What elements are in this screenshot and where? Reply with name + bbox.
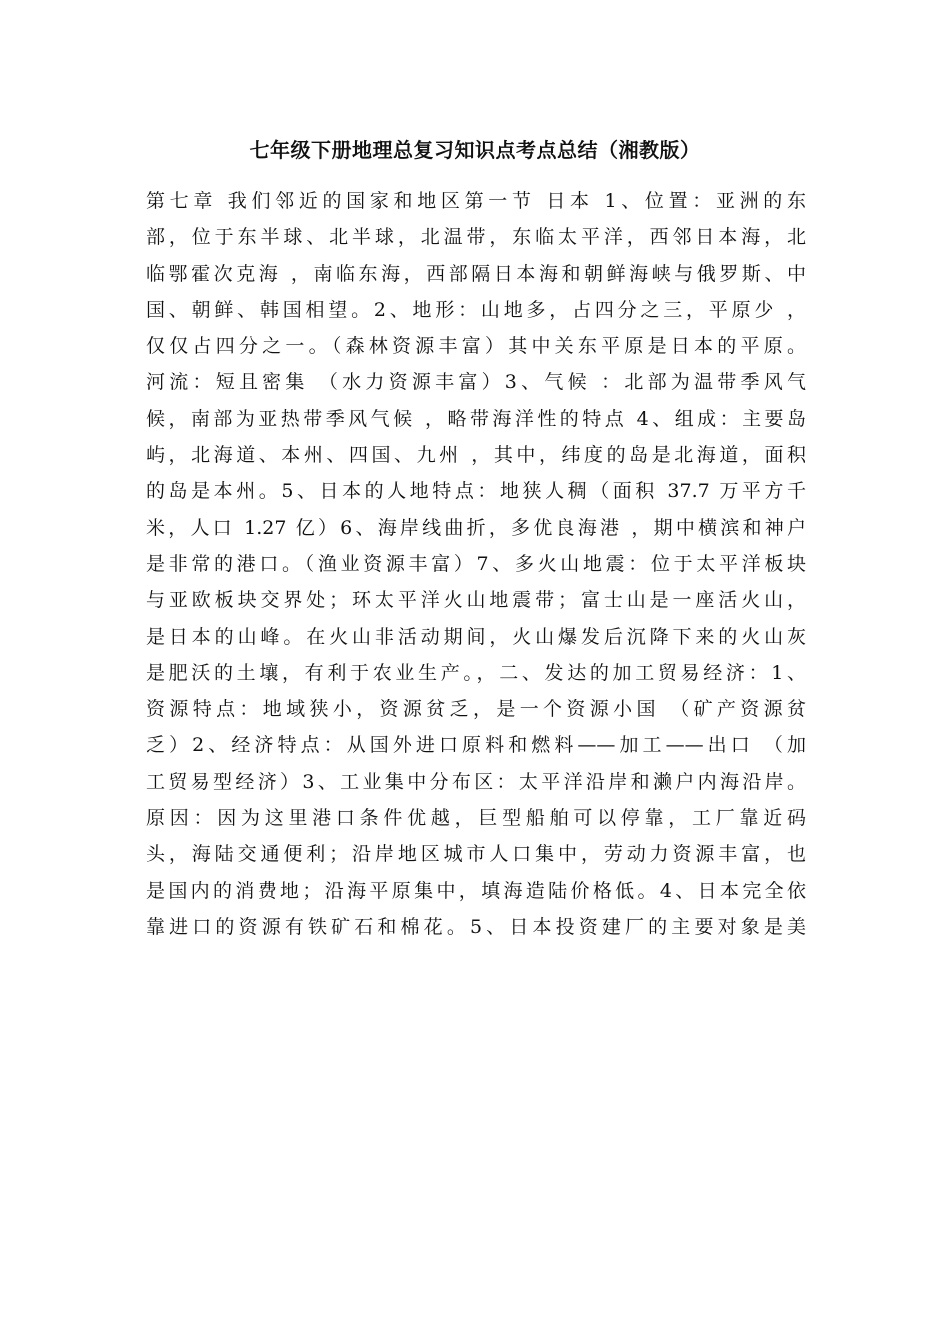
body-line: 头，海陆交通便利；沿岸地区城市人口集中，劳动力资源丰富，也 (146, 843, 806, 866)
body-line: 第七章 我们邻近的国家和地区第一节 日本 1、位置：亚洲的东 (146, 190, 806, 212)
body-line: 靠进口的资源有铁矿石和棉花。5、日本投资建厂的主要对象是美 (146, 915, 806, 938)
body-line: 是国内的消费地；沿海平原集中，填海造陆价格低。4、日本完全依 (146, 879, 806, 902)
body-line: 国、朝鲜、韩国相望。2、地形：山地多，占四分之三，平原少 ， (146, 298, 806, 321)
body-line: 的岛是本州。5、日本的人地特点：地狭人稠（面积 37.7 万平方千 (146, 480, 806, 503)
body-line: 乏）2、经济特点：从国外进口原料和燃料——加工——出口 （加 (146, 734, 806, 757)
document-title: 七年级下册地理总复习知识点考点总结（湘教版） (249, 138, 701, 162)
body-line: 是日本的山峰。在火山非活动期间，火山爆发后沉降下来的火山灰 (146, 625, 806, 648)
body-line: 仅仅占四分之一。（森林资源丰富）其中关东平原是日本的平原。 (146, 335, 806, 358)
body-line: 部，位于东半球、北半球，北温带，东临太平洋，西邻日本海，北 (146, 226, 806, 249)
body-line: 原因：因为这里港口条件优越，巨型船舶可以停靠，工厂靠近码 (146, 807, 806, 830)
body-line: 米，人口 1.27 亿）6、海岸线曲折，多优良海港 ，期中横滨和神户 (146, 516, 806, 539)
body-line: 与亚欧板块交界处；环太平洋火山地震带；富士山是一座活火山， (146, 589, 806, 612)
body-line: 是非常的港口。（渔业资源丰富）7、多火山地震：位于太平洋板块 (146, 552, 806, 575)
body-line: 临鄂霍次克海 ，南临东海，西部隔日本海和朝鲜海峡与俄罗斯、中 (146, 262, 806, 285)
body-line: 资源特点：地域狭小，资源贫乏，是一个资源小国 （矿产资源贫 (146, 698, 806, 721)
body-line: 是肥沃的土壤，有利于农业生产。，二、发达的加工贸易经济：1、 (146, 661, 806, 684)
body-line: 河流：短且密集 （水力资源丰富）3、气候 ：北部为温带季风气 (146, 371, 806, 394)
body-line: 候，南部为亚热带季风气候 ，略带海洋性的特点 4、组成：主要岛 (146, 407, 806, 430)
body-line: 屿，北海道、本州、四国、九州 ，其中，纬度的岛是北海道，面积 (146, 444, 806, 467)
body-line: 工贸易型经济）3、工业集中分布区：太平洋沿岸和濑户内海沿岸。 (146, 770, 806, 793)
document-body (146, 183, 806, 945)
